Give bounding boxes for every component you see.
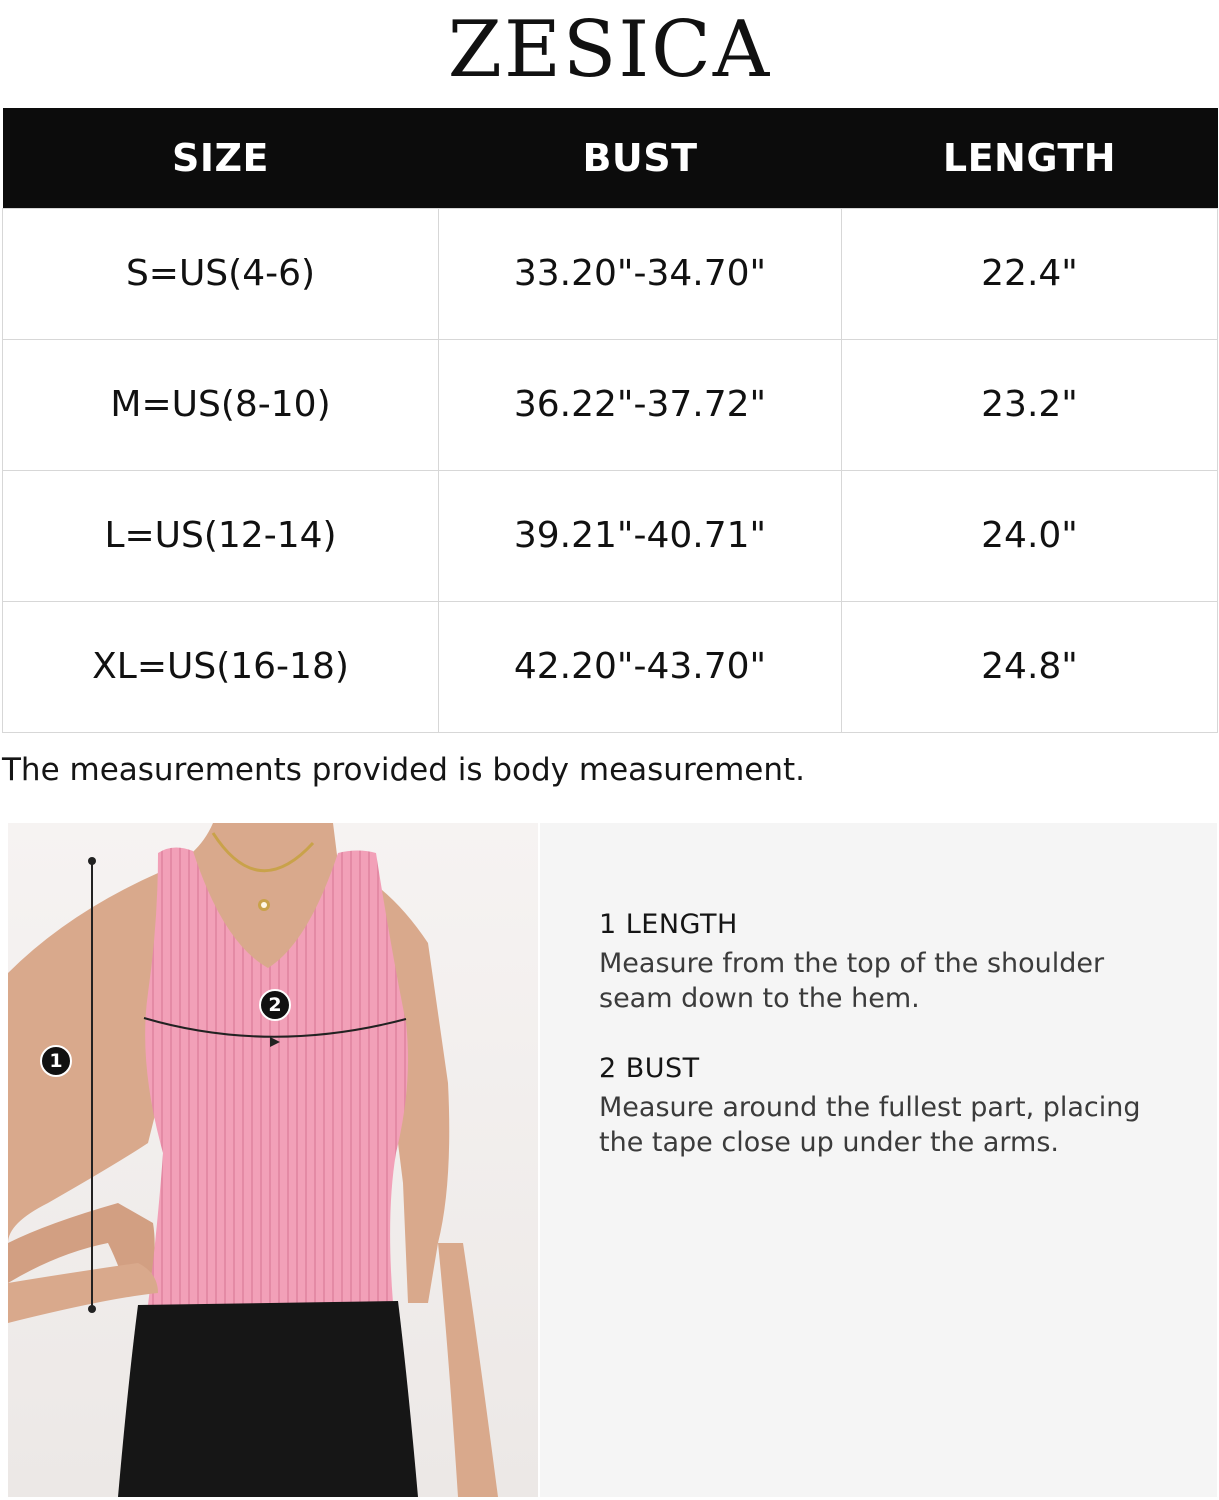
- header-length: LENGTH: [842, 108, 1218, 208]
- cell-size: M=US(8-10): [3, 339, 439, 470]
- header-size: SIZE: [3, 108, 439, 208]
- cell-bust: 42.20"-43.70": [439, 601, 842, 732]
- length-instruction-title: 1 LENGTH: [599, 909, 738, 940]
- table-row: [3, 339, 1218, 470]
- garment-photo: [8, 823, 538, 1497]
- cell-bust: 36.22"-37.72": [439, 339, 842, 470]
- table-row: [3, 208, 1218, 339]
- cell-bust: 39.21"-40.71": [439, 470, 842, 601]
- header-bust: BUST: [439, 108, 842, 208]
- bust-instruction-title: 2 BUST: [599, 1053, 700, 1084]
- brand-logo: ZESICA: [447, 5, 772, 95]
- table-header-row: [3, 108, 1218, 208]
- cell-size: L=US(12-14): [3, 470, 439, 601]
- model-illustration: [8, 823, 538, 1497]
- cell-length: 24.8": [842, 601, 1218, 732]
- cell-length: 24.0": [842, 470, 1218, 601]
- length-instruction: [599, 909, 1199, 1016]
- cell-length: 22.4": [842, 208, 1218, 339]
- cell-size: S=US(4-6): [3, 208, 439, 339]
- length-instruction-line: seam down to the hem.: [599, 983, 920, 1014]
- cell-length: 23.2": [842, 339, 1218, 470]
- size-chart-table: [2, 108, 1218, 733]
- bust-instruction: [599, 1053, 1199, 1160]
- bust-instruction-line: Measure around the fullest part, placing: [599, 1092, 1141, 1123]
- cell-bust: 33.20"-34.70": [439, 208, 842, 339]
- measurement-guide: [540, 823, 1217, 1497]
- length-instruction-line: Measure from the top of the shoulder: [599, 948, 1105, 979]
- cell-size: XL=US(16-18): [3, 601, 439, 732]
- table-row: [3, 470, 1218, 601]
- pants: [118, 1301, 418, 1497]
- length-marker: 1: [40, 1045, 72, 1077]
- bust-marker: 2: [259, 989, 291, 1021]
- bust-instruction-line: the tape close up under the arms.: [599, 1127, 1059, 1158]
- table-row: [3, 601, 1218, 732]
- measurement-note: The measurements provided is body measurement.: [2, 752, 806, 788]
